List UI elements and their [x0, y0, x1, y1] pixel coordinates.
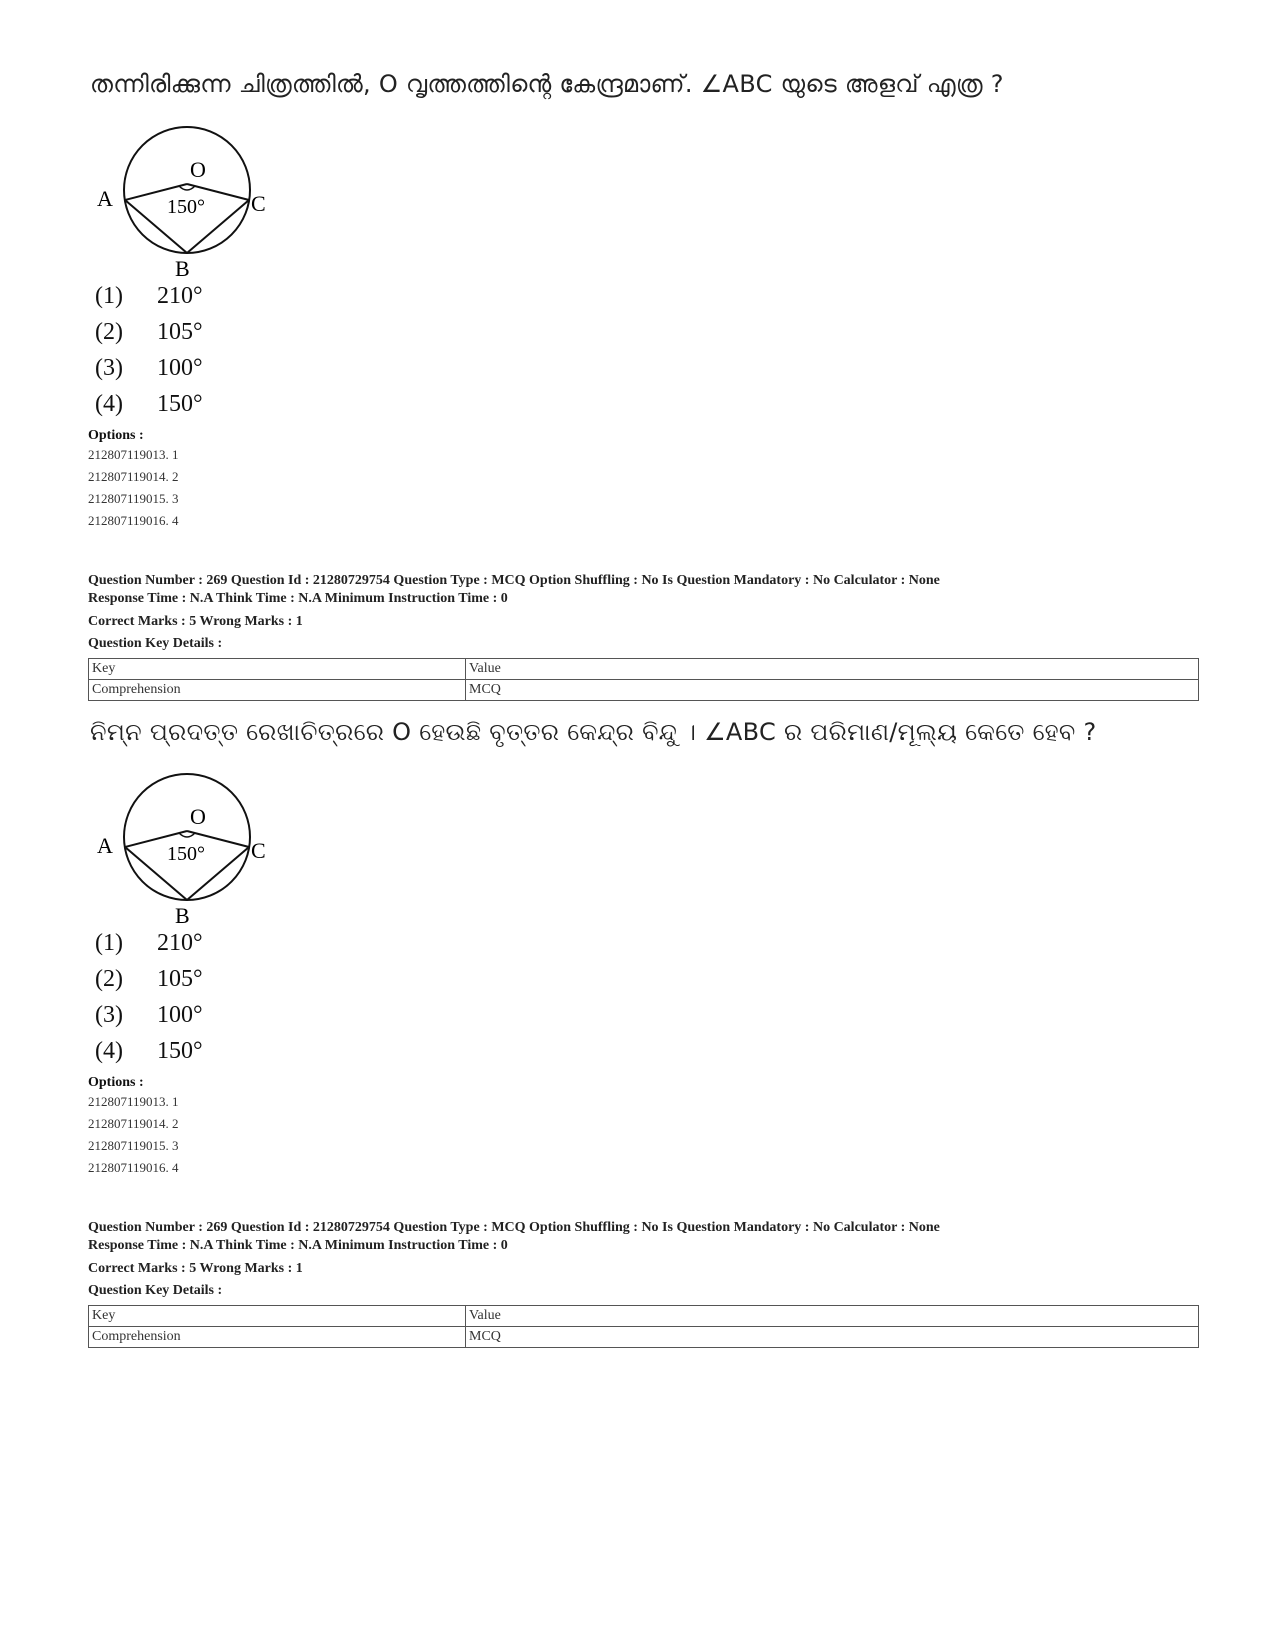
label-c: C: [251, 191, 266, 216]
angle-label: 150°: [167, 196, 205, 218]
option-id: 212807119014. 2: [88, 1116, 179, 1131]
question-metadata: [88, 572, 1198, 653]
key-details-table: [88, 658, 1199, 701]
label-o: O: [190, 804, 206, 829]
question-text-malayalam: തന്നിരിക്കുന്ന ചിത്രത്തിൽ, O വൃത്തത്തിന്റെ കേന്ദ്രമാണ്. ∠ABC യുടെ അളവ് എത്ര ?: [90, 70, 1004, 98]
options-label: Options :: [88, 1075, 144, 1090]
meta-line-1: Question Number : 269 Question Id : 21280729754 Question Type : MCQ Option Shuffling : No Is Question Mandatory : No Calculator : None: [88, 573, 940, 588]
option-id: 212807119015. 3: [88, 491, 179, 506]
meta-line-2: Response Time : N.A Think Time : N.A Minimum Instruction Time : 0: [88, 591, 508, 606]
choice-2[interactable]: (2) 105°: [95, 318, 203, 345]
option-id: 212807119014. 2: [88, 469, 179, 484]
options-block: [88, 1075, 179, 1179]
key-details-label: Question Key Details :: [88, 1283, 223, 1298]
table-header-value: Value: [466, 659, 1199, 680]
choice-4[interactable]: (4) 150°: [95, 1037, 203, 1064]
answer-choices: [95, 278, 203, 422]
label-c: C: [251, 838, 266, 863]
circle-diagram: [95, 765, 285, 925]
table-cell-key: Comprehension: [89, 1327, 466, 1348]
option-id: 212807119015. 3: [88, 1138, 179, 1153]
option-id: 212807119013. 1: [88, 1094, 179, 1109]
key-details-label: Question Key Details :: [88, 636, 223, 651]
question-metadata: [88, 1219, 1198, 1300]
label-a: A: [97, 186, 113, 211]
choice-4[interactable]: (4) 150°: [95, 390, 203, 417]
options-label: Options :: [88, 428, 144, 443]
meta-line-2: Response Time : N.A Think Time : N.A Minimum Instruction Time : 0: [88, 1238, 508, 1253]
angle-label: 150°: [167, 843, 205, 865]
table-cell-key: Comprehension: [89, 680, 466, 701]
table-header-value: Value: [466, 1306, 1199, 1327]
option-id: 212807119016. 4: [88, 513, 179, 528]
table-cell-value: MCQ: [466, 1327, 1199, 1348]
choice-3[interactable]: (3) 100°: [95, 354, 203, 381]
table-cell-value: MCQ: [466, 680, 1199, 701]
choice-2[interactable]: (2) 105°: [95, 965, 203, 992]
answer-choices: [95, 925, 203, 1069]
circle-diagram: [95, 118, 285, 278]
label-a: A: [97, 833, 113, 858]
label-b: B: [175, 256, 190, 278]
marks-line: Correct Marks : 5 Wrong Marks : 1: [88, 614, 303, 629]
marks-line: Correct Marks : 5 Wrong Marks : 1: [88, 1261, 303, 1276]
choice-3[interactable]: (3) 100°: [95, 1001, 203, 1028]
choice-1[interactable]: (1) 210°: [95, 929, 203, 956]
choice-1[interactable]: (1) 210°: [95, 282, 203, 309]
meta-line-1: Question Number : 269 Question Id : 21280729754 Question Type : MCQ Option Shuffling : No Is Question Mandatory : No Calculator : None: [88, 1220, 940, 1235]
options-block: [88, 428, 179, 532]
key-details-table: [88, 1305, 1199, 1348]
table-header-key: Key: [89, 659, 466, 680]
option-id: 212807119016. 4: [88, 1160, 179, 1175]
table-header-key: Key: [89, 1306, 466, 1327]
label-b: B: [175, 903, 190, 925]
question-text-odia: ନିମ୍ନ ପ୍ରଦତ୍ତ ରେଖାଚିତ୍ରରେ O ହେଉଛି ବୃତ୍ତର କେନ୍ଦ୍ର ବିନ୍ଦୁ । ∠ABC ର ପରିମାଣ/ମୂଲ୍ୟ କେତେ ହେବ ?: [90, 718, 1097, 746]
option-id: 212807119013. 1: [88, 447, 179, 462]
label-o: O: [190, 157, 206, 182]
